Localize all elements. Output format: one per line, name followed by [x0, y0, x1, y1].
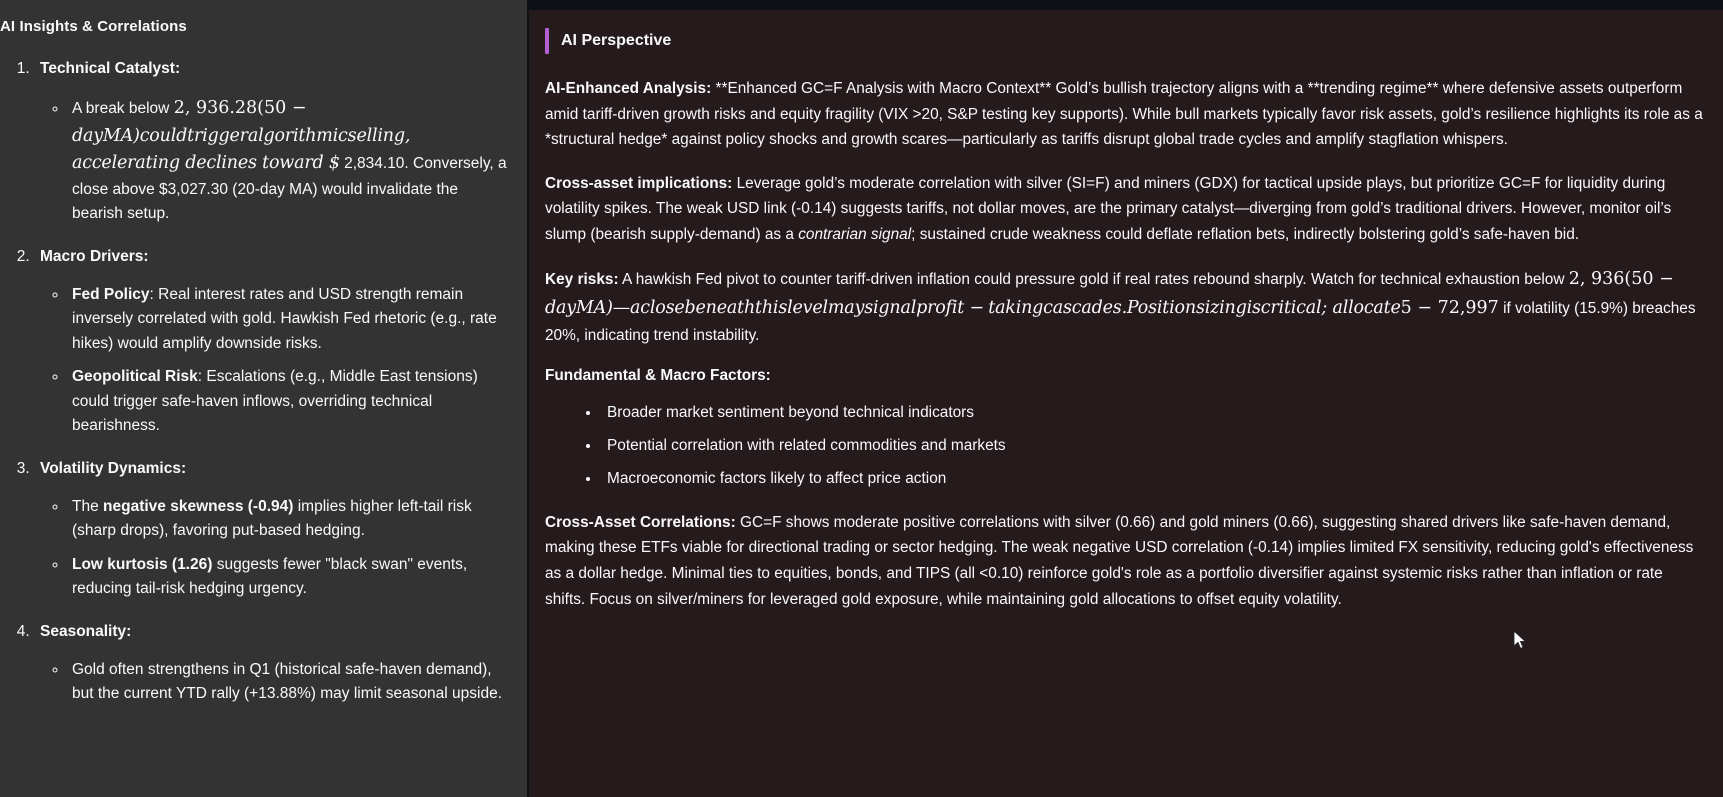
insight-sublist	[40, 95, 513, 227]
paragraph-body-post: ; sustained crude weakness could deflate reflation bets, indirectly bolstering gold’s safe-haven bid.	[911, 225, 1580, 243]
bullet-text: implies higher left-tail risk (sharp drops), favoring put-based hedging.	[72, 497, 472, 540]
list-item: • Macroeconomic factors likely to affect price action	[601, 467, 1707, 492]
bullet-prefix: The	[72, 497, 104, 515]
paragraph-label: Cross-asset implications:	[545, 174, 733, 192]
paragraph-body-pre: Leverage gold’s moderate correlation with silver (SI=F) and miners (GDX) for tactical upside plays, but prioritize GC=F for liquidity during volatility spikes. The weak USD link (-0.14) suggests tariffs, not dollar moves, are the primary catalyst—diverging from gold’s traditional drivers. However, monitor oil’s slump (bearish supply-demand) as a	[545, 174, 1672, 243]
list-item	[68, 553, 513, 602]
bullet-text: : Real interest rates and USD strength remain inversely correlated with gold. Hawkish Fed rhetoric (e.g., rate hikes) would amplify downside risks.	[72, 285, 497, 352]
list-item	[68, 95, 513, 227]
insight-sublist	[40, 658, 513, 707]
bullet-text-seg-3: 2,834.10. Conversely, a close above $3,027.30 (20-day MA) would invalidate the bearish setup.	[72, 155, 507, 223]
paragraph-body-pre: A hawkish Fed pivot to counter tariff-driven inflation could pressure gold if real rates rebound sharply. Watch for technical exhaustion below	[618, 271, 1569, 289]
insight-heading: Volatility Dynamics:	[40, 459, 187, 477]
bullet-text: Gold often strengthens in Q1 (historical safe-haven demand), but the current YTD rally (+13.88%) may limit seasonal upside.	[72, 660, 503, 703]
list-item	[68, 658, 513, 707]
list-item	[68, 365, 513, 438]
paragraph-cross-asset-correlations	[545, 510, 1707, 612]
paragraph-label: Cross-Asset Correlations:	[545, 513, 736, 531]
paragraph-label: Key risks:	[545, 271, 619, 289]
bullet-math-up-seg-1: 2, 936.28(50 −	[173, 98, 307, 119]
insight-sublist	[40, 495, 513, 602]
bullet-bold-label: negative skewness (-0.94)	[103, 497, 294, 515]
bullet-bold-label: Fed Policy	[72, 285, 150, 303]
bullet-text-seg-0: A break below	[72, 100, 174, 118]
bullet-text: : Escalations (e.g., Middle East tensions) could trigger safe-haven inflows, overriding technical bearishness.	[72, 368, 478, 435]
paragraph-cross-asset-implications	[545, 171, 1707, 248]
ai-perspective-panel	[529, 0, 1723, 797]
paragraph-ai-enhanced-analysis	[545, 76, 1707, 153]
bullet-bold-label: Geopolitical Risk	[72, 368, 198, 386]
panel-top-strip	[529, 0, 1723, 10]
ai-perspective-title: AI Perspective	[561, 32, 672, 49]
bullet-math-italic-seg-2: dayMA)couldtriggeralgorithmicselling, accelerating declines toward $	[72, 125, 411, 174]
ai-insights-panel	[0, 0, 527, 797]
list-item: • Potential correlation with related commodities and markets	[601, 434, 1707, 459]
bullet-text: suggests fewer "black swan" events, reducing tail-risk hedging urgency.	[72, 555, 468, 598]
insights-list	[0, 57, 513, 707]
paragraph-italic-phrase: contrarian signal	[798, 225, 912, 243]
list-item	[68, 283, 513, 356]
insight-heading: Technical Catalyst:	[40, 60, 181, 77]
insight-item-volatility-dynamics	[34, 457, 513, 602]
list-item: • Broader market sentiment beyond technical indicators	[601, 401, 1707, 426]
bullet-bold-label: Low kurtosis (1.26)	[72, 555, 213, 573]
insight-item-seasonality	[34, 620, 513, 707]
paragraph-body: **Enhanced GC=F Analysis with Macro Context** Gold’s bullish trajectory aligns with a **trending regime** where defensive assets outperform amid tariff-driven growth risks and equity fragility (VIX >20, S&P testing key supports). While bull markets typically favor risk assets, gold’s resilience highlights its role as a *structural hedge* against policy shocks and growth scares—particularly as tariffs disrupt global trade cycles and amplify stagflation whispers.	[545, 80, 1703, 149]
insight-sublist	[40, 283, 513, 439]
ai-perspective-header	[545, 28, 1707, 54]
math-up-1: 2, 936(50 −	[1568, 269, 1674, 290]
insight-item-macro-drivers	[34, 245, 513, 439]
math-italic-2: takingcascades.Positionsizingiscritical; allocate	[988, 298, 1401, 319]
list-item	[68, 495, 513, 544]
insight-item-technical-catalyst	[34, 57, 513, 227]
accent-bar-icon	[545, 28, 549, 54]
paragraph-label: AI-Enhanced Analysis:	[545, 80, 712, 97]
math-up-2: 5 − 72,997	[1400, 298, 1499, 319]
paragraph-body: GC=F shows moderate positive correlations with silver (0.66) and gold miners (0.66), suggesting shared drivers like safe-haven demand, making these ETFs viable for directional trading or sector hedging. The weak negative USD correlation (-0.14) implies limited FX sensitivity, reducing gold's effectiveness as a dollar hedge. Minimal ties to equities, bonds, and TIPS (all <0.10) reinforce gold's role as a portfolio diversifier against systemic risks rather than inflation or rate shifts. Focus on silver/miners for leveraged gold exposure, while maintaining gold allocations to offset equity volatility.	[545, 513, 1694, 608]
insight-heading: Macro Drivers:	[40, 247, 149, 265]
math-italic-1: dayMA)—aclosebeneaththislevelmaysignalprofit −	[545, 298, 984, 319]
paragraph-key-risks	[545, 265, 1707, 349]
fundamental-macro-factors-label: Fundamental & Macro Factors:	[545, 367, 771, 385]
fundamental-macro-bullets	[545, 401, 1707, 492]
paragraph-body-post: if volatility (15.9%) breaches 20%, indicating trend instability.	[545, 300, 1696, 345]
page-title: AI Insights & Correlations	[0, 18, 187, 35]
insight-heading: Seasonality:	[40, 622, 132, 640]
